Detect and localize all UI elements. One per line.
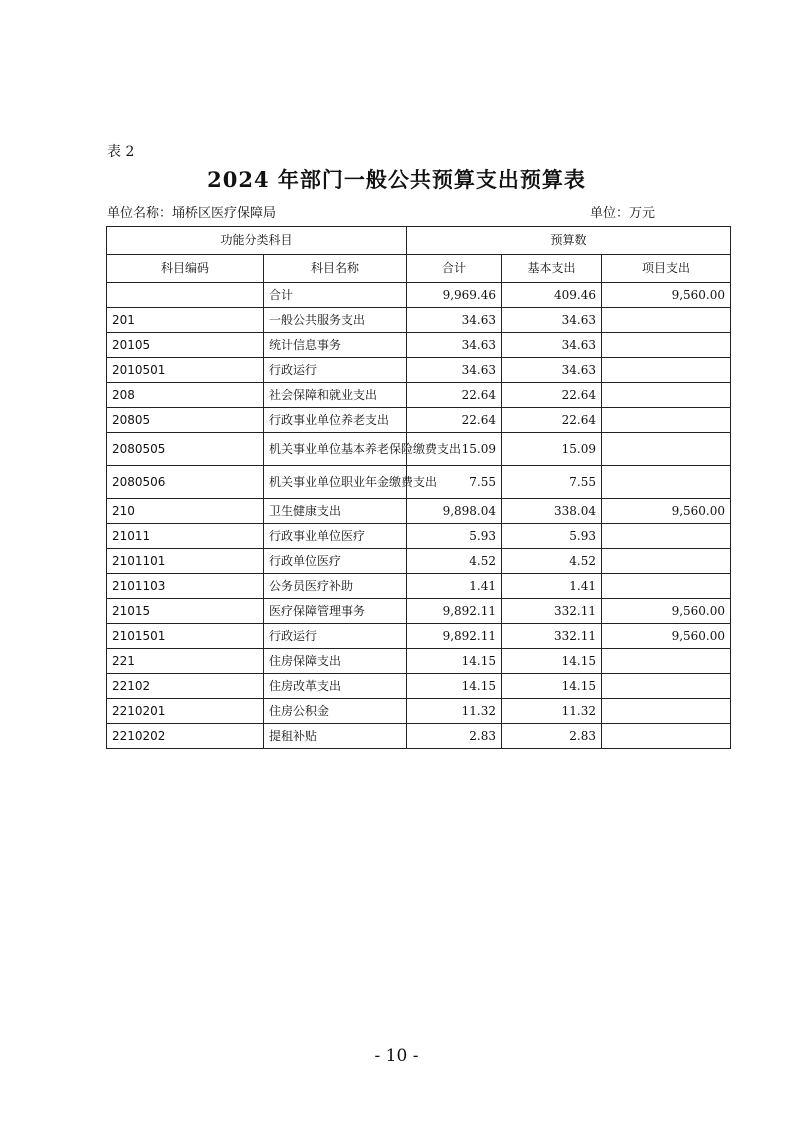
header-basic: 基本支出	[502, 255, 602, 283]
table-row	[107, 333, 731, 358]
cell-total: 34.63	[407, 308, 502, 333]
cell-name: 机关事业单位职业年金缴费支出	[264, 466, 407, 499]
page-title: 2024 年部门一般公共预算支出预算表	[207, 167, 586, 192]
page-number: - 10 -	[374, 1046, 419, 1066]
cell-total: 9,969.46	[407, 283, 502, 308]
table-row	[107, 283, 731, 308]
cell-name: 行政运行	[264, 358, 407, 383]
cell-name: 提租补贴	[264, 724, 407, 749]
cell-basic: 34.63	[502, 333, 602, 358]
cell-name: 医疗保障管理事务	[264, 599, 407, 624]
cell-project	[602, 358, 731, 383]
cell-code: 21011	[107, 524, 264, 549]
header-code: 科目编码	[107, 255, 264, 283]
cell-basic: 332.11	[502, 624, 602, 649]
table-body	[107, 283, 731, 749]
cell-project	[602, 549, 731, 574]
table-row	[107, 433, 731, 466]
table-row	[107, 624, 731, 649]
unit-label: 单位：万元	[590, 206, 656, 221]
table-row	[107, 699, 731, 724]
cell-name: 统计信息事务	[264, 333, 407, 358]
header-name: 科目名称	[264, 255, 407, 283]
cell-code: 2101501	[107, 624, 264, 649]
table-row	[107, 466, 731, 499]
table-row	[107, 674, 731, 699]
cell-project	[602, 574, 731, 599]
cell-total: 22.64	[407, 408, 502, 433]
cell-basic: 22.64	[502, 383, 602, 408]
cell-name: 机关事业单位基本养老保险缴费支出	[264, 433, 407, 466]
cell-project	[602, 408, 731, 433]
cell-code: 21015	[107, 599, 264, 624]
cell-total: 5.93	[407, 524, 502, 549]
cell-name: 行政单位医疗	[264, 549, 407, 574]
header-group-row	[107, 227, 731, 255]
cell-project: 9,560.00	[602, 499, 731, 524]
table-row	[107, 408, 731, 433]
cell-project	[602, 674, 731, 699]
cell-total: 7.55	[407, 466, 502, 499]
cell-total: 22.64	[407, 383, 502, 408]
cell-code: 2080506	[107, 466, 264, 499]
unit-name: 单位名称：埇桥区医疗保障局	[107, 206, 277, 221]
table-row	[107, 549, 731, 574]
cell-name: 社会保障和就业支出	[264, 383, 407, 408]
cell-name: 卫生健康支出	[264, 499, 407, 524]
cell-basic: 338.04	[502, 499, 602, 524]
cell-project	[602, 308, 731, 333]
table-row	[107, 649, 731, 674]
cell-basic: 11.32	[502, 699, 602, 724]
cell-project	[602, 649, 731, 674]
cell-name: 合计	[264, 283, 407, 308]
cell-project	[602, 333, 731, 358]
table-label: 表 2	[107, 144, 135, 160]
cell-total: 34.63	[407, 358, 502, 383]
cell-total: 9,892.11	[407, 624, 502, 649]
header-total: 合计	[407, 255, 502, 283]
cell-name: 公务员医疗补助	[264, 574, 407, 599]
cell-basic: 332.11	[502, 599, 602, 624]
cell-code: 20105	[107, 333, 264, 358]
table-row	[107, 499, 731, 524]
cell-name: 住房保障支出	[264, 649, 407, 674]
cell-basic: 34.63	[502, 308, 602, 333]
cell-total: 9,892.11	[407, 599, 502, 624]
table-row	[107, 574, 731, 599]
cell-total: 14.15	[407, 649, 502, 674]
cell-total: 14.15	[407, 674, 502, 699]
cell-basic: 34.63	[502, 358, 602, 383]
cell-basic: 14.15	[502, 674, 602, 699]
cell-basic: 5.93	[502, 524, 602, 549]
cell-code	[107, 283, 264, 308]
cell-name: 行政事业单位医疗	[264, 524, 407, 549]
cell-name: 一般公共服务支出	[264, 308, 407, 333]
cell-code: 2010501	[107, 358, 264, 383]
table-row	[107, 599, 731, 624]
cell-code: 201	[107, 308, 264, 333]
cell-total: 2.83	[407, 724, 502, 749]
cell-basic: 2.83	[502, 724, 602, 749]
cell-basic: 4.52	[502, 549, 602, 574]
cell-total: 1.41	[407, 574, 502, 599]
cell-project	[602, 724, 731, 749]
cell-project	[602, 383, 731, 408]
cell-name: 行政运行	[264, 624, 407, 649]
cell-basic: 409.46	[502, 283, 602, 308]
table-row	[107, 383, 731, 408]
cell-name: 住房改革支出	[264, 674, 407, 699]
cell-basic: 1.41	[502, 574, 602, 599]
cell-code: 2210202	[107, 724, 264, 749]
cell-project	[602, 524, 731, 549]
header-function-category: 功能分类科目	[107, 227, 407, 255]
cell-project: 9,560.00	[602, 624, 731, 649]
cell-total: 34.63	[407, 333, 502, 358]
cell-name: 行政事业单位养老支出	[264, 408, 407, 433]
table-row	[107, 358, 731, 383]
cell-total: 4.52	[407, 549, 502, 574]
cell-name: 住房公积金	[264, 699, 407, 724]
table-row	[107, 724, 731, 749]
cell-total: 9,898.04	[407, 499, 502, 524]
cell-basic: 14.15	[502, 649, 602, 674]
cell-code: 2101103	[107, 574, 264, 599]
cell-total: 15.09	[407, 433, 502, 466]
cell-basic: 15.09	[502, 433, 602, 466]
cell-project: 9,560.00	[602, 599, 731, 624]
cell-basic: 22.64	[502, 408, 602, 433]
cell-code: 2101101	[107, 549, 264, 574]
cell-total: 11.32	[407, 699, 502, 724]
cell-project	[602, 433, 731, 466]
cell-code: 20805	[107, 408, 264, 433]
header-budget-amount: 预算数	[407, 227, 731, 255]
header-project: 项目支出	[602, 255, 731, 283]
cell-code: 22102	[107, 674, 264, 699]
cell-code: 2210201	[107, 699, 264, 724]
cell-project	[602, 466, 731, 499]
cell-code: 2080505	[107, 433, 264, 466]
cell-basic: 7.55	[502, 466, 602, 499]
budget-table	[106, 226, 731, 749]
header-column-row	[107, 255, 731, 283]
cell-code: 210	[107, 499, 264, 524]
cell-code: 221	[107, 649, 264, 674]
cell-project: 9,560.00	[602, 283, 731, 308]
table-row	[107, 524, 731, 549]
cell-code: 208	[107, 383, 264, 408]
table-row	[107, 308, 731, 333]
cell-project	[602, 699, 731, 724]
